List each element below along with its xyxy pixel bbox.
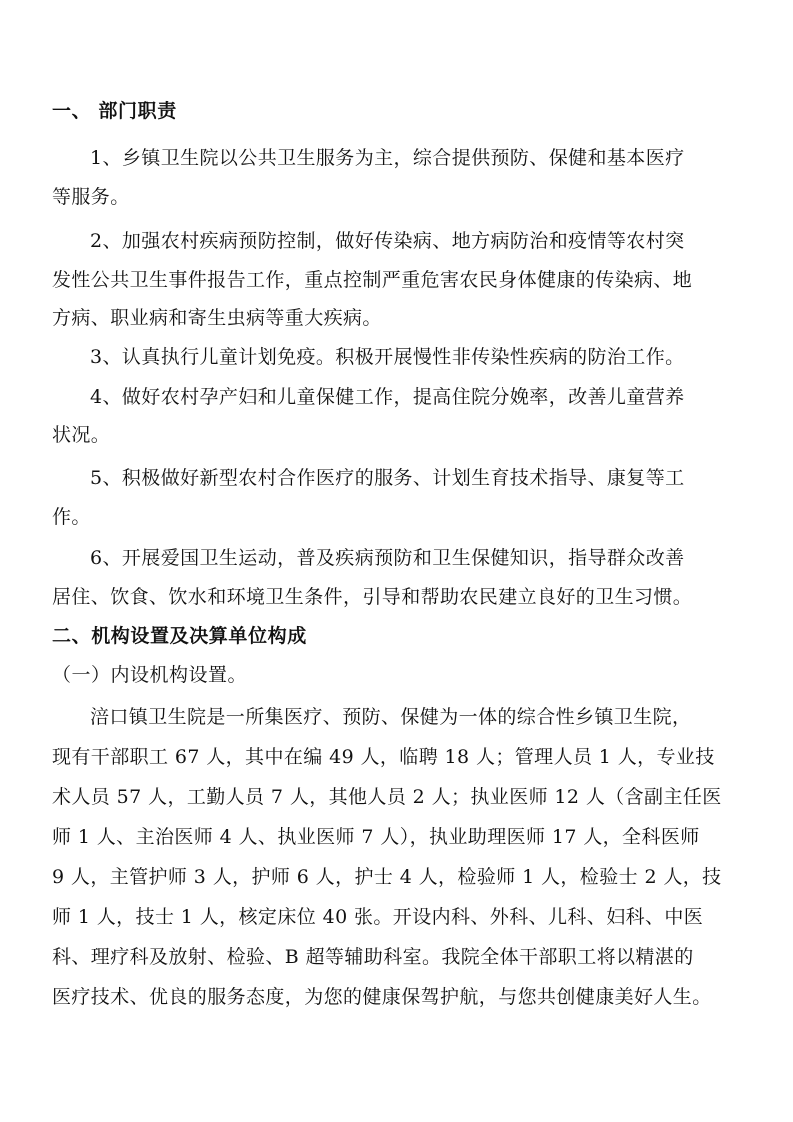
org-paragraph-line-8: 医疗技术、优良的服务态度，为您的健康保驾护航，与您共创健康美好人生。: [52, 986, 712, 1008]
duty-1-line-1: 1、乡镇卫生院以公共卫生服务为主，综合提供预防、保健和基本医疗: [90, 147, 685, 169]
org-paragraph-line-7: 科、理疗科及放射、检验、B 超等辅助科室。我院全体干部职工将以精湛的: [52, 946, 694, 968]
org-paragraph-line-5: 9 人，主管护师 3 人，护师 6 人，护士 4 人，检验师 1 人，检验士 2 人，技: [52, 866, 722, 888]
duty-6-line-1: 6、开展爱国卫生运动，普及疾病预防和卫生保健知识，指导群众改善: [90, 547, 685, 569]
org-paragraph-line-1: 涪口镇卫生院是一所集医疗、预防、保健为一体的综合性乡镇卫生院，: [90, 706, 692, 728]
section-2-heading: 二、机构设置及决算单位构成: [52, 625, 307, 647]
duty-5-line-2: 作。: [52, 506, 91, 528]
section-2-subheading: （一）内设机构设置。: [52, 664, 248, 686]
org-paragraph-line-3: 术人员 57 人，工勤人员 7 人，其他人员 2 人；执业医师 12 人（含副主任医: [52, 786, 722, 808]
org-paragraph-line-4: 师 1 人、主治医师 4 人、执业医师 7 人），执业助理医师 17 人，全科医师: [52, 826, 700, 848]
org-paragraph-line-2: 现有干部职工 67 人，其中在编 49 人，临聘 18 人；管理人员 1 人，专业技: [52, 746, 715, 768]
duty-6-line-2: 居住、饮食、饮水和环境卫生条件，引导和帮助农民建立良好的卫生习惯。: [52, 586, 693, 608]
duty-4-line-1: 4、做好农村孕产妇和儿童保健工作，提高住院分娩率，改善儿童营养: [90, 386, 685, 408]
duty-2-line-1: 2、加强农村疾病预防控制，做好传染病、地方病防治和疫情等农村突: [90, 230, 685, 252]
duty-4-line-2: 状况。: [52, 424, 111, 446]
duty-2-line-2: 发性公共卫生事件报告工作，重点控制严重危害农民身体健康的传染病、地: [52, 269, 693, 291]
duty-3-line-1: 3、认真执行儿童计划免疫。积极开展慢性非传染性疾病的防治工作。: [90, 346, 685, 368]
duty-1-line-2: 等服务。: [52, 186, 130, 208]
duty-2-line-3: 方病、职业病和寄生虫病等重大疾病。: [52, 307, 382, 329]
org-paragraph-line-6: 师 1 人，技士 1 人，核定床位 40 张。开设内科、外科、儿科、妇科、中医: [52, 906, 704, 928]
duty-5-line-1: 5、积极做好新型农村合作医疗的服务、计划生育技术指导、康复等工: [90, 467, 685, 489]
section-1-heading: 一、 部门职责: [52, 100, 177, 122]
